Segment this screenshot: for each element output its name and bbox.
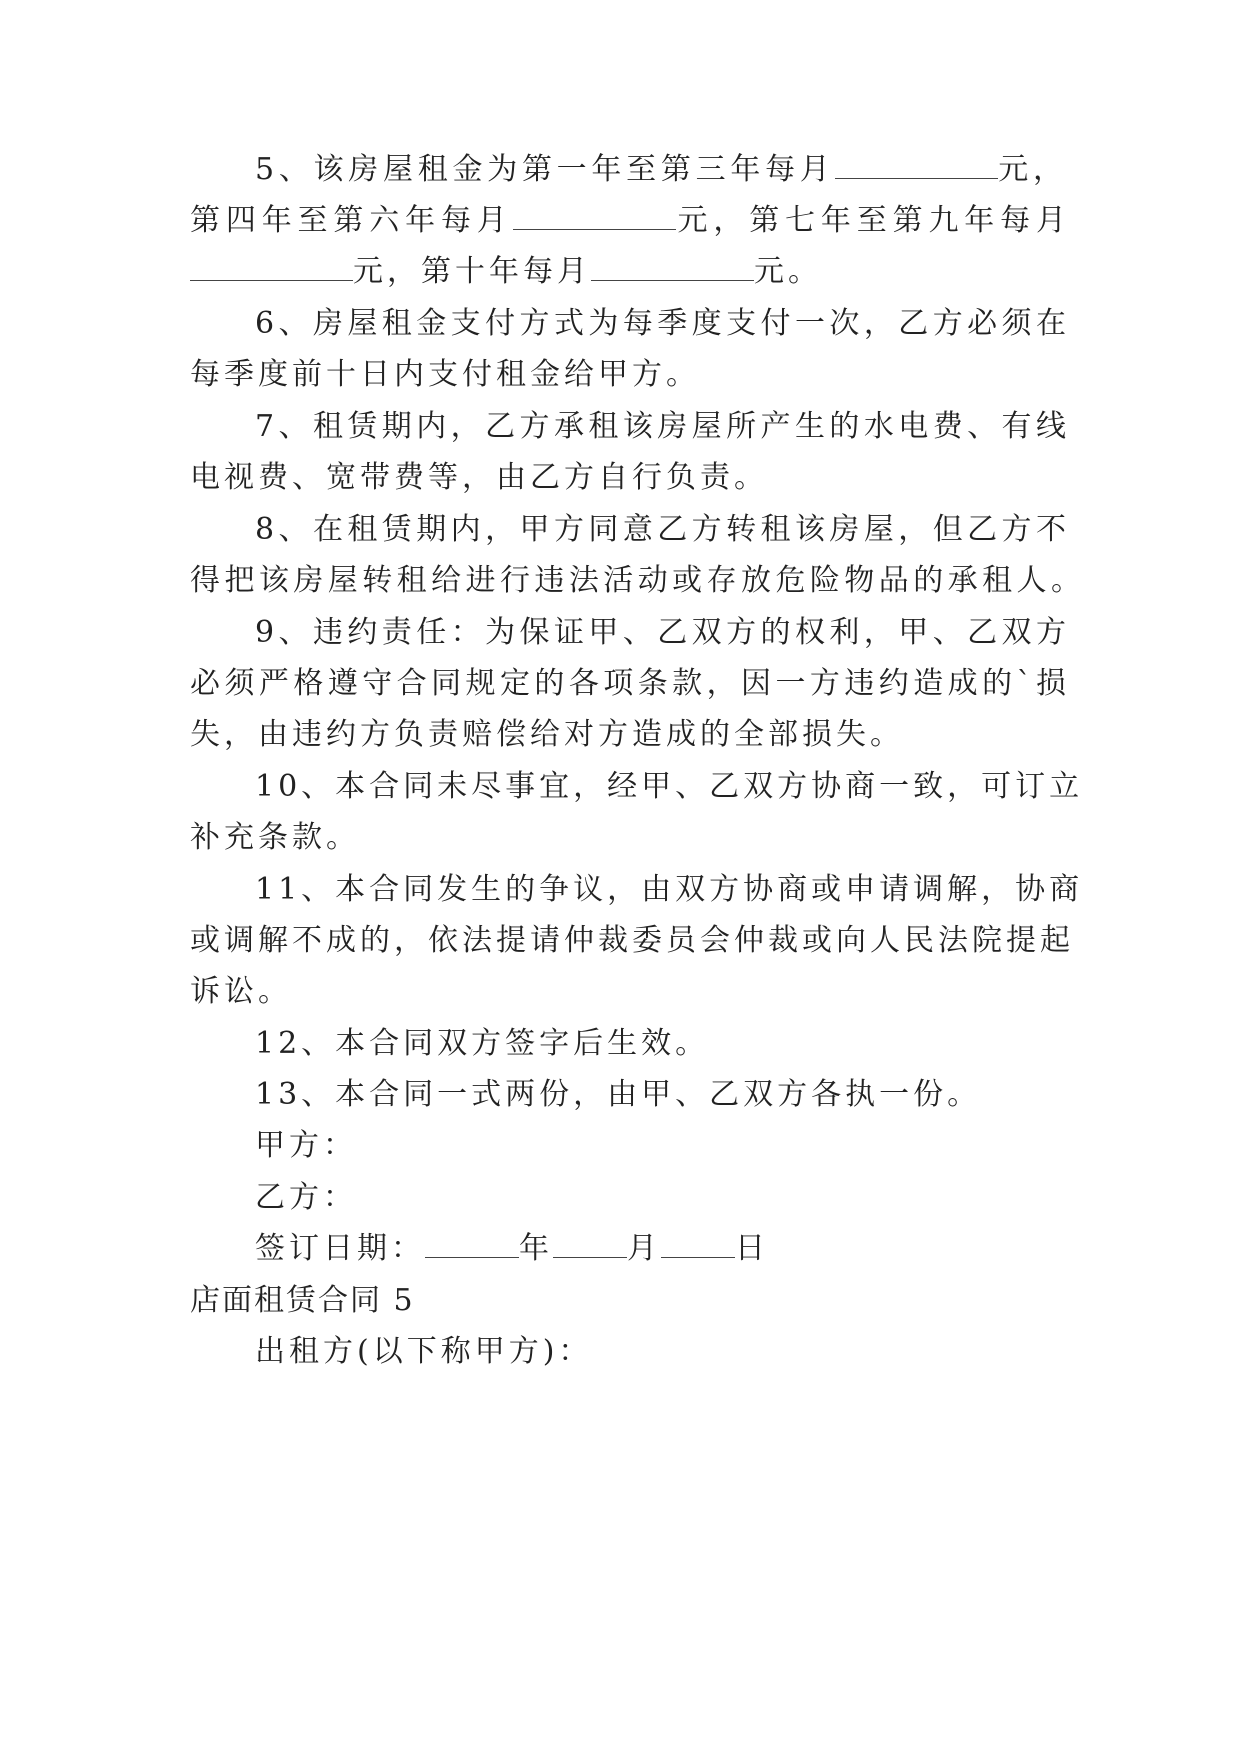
clause-9-line-2 [0, 664, 1241, 704]
clause-5-text-b: 元， [997, 152, 1067, 187]
sign-year-label: 年 [519, 1231, 553, 1266]
clause-8-text-1: 8、在租赁期内，甲方同意乙方转租该房屋，但乙方不 [255, 512, 1070, 547]
clause-5-text-d: 元，第七年至第九年每月 [675, 203, 1071, 238]
rent-blank-year-10 [591, 252, 754, 281]
party-a-label: 甲方： [255, 1128, 357, 1163]
clause-5-line-1 [0, 150, 1241, 190]
clause-11-line-2 [0, 921, 1241, 961]
sign-year-blank [425, 1229, 519, 1258]
clause-9-text-3: 失，由违约方负责赔偿给对方造成的全部损失。 [190, 717, 904, 752]
clause-7-text-2: 电视费、宽带费等，由乙方自行负责。 [190, 460, 768, 495]
clause-12-line [0, 1024, 1241, 1064]
sign-date-label: 签订日期： [255, 1231, 425, 1266]
sign-day-label: 日 [735, 1231, 769, 1266]
clause-8-line-2 [0, 561, 1241, 601]
lessor-line [0, 1332, 1241, 1372]
clause-5-line-2 [0, 201, 1241, 241]
clause-6-line-1 [0, 304, 1241, 344]
party-b-line [0, 1178, 1241, 1218]
clause-10-line-2 [0, 818, 1241, 858]
party-a-line [0, 1126, 1241, 1166]
clause-5-line-3 [0, 252, 1241, 292]
clause-13-text: 13、本合同一式两份，由甲、乙双方各执一份。 [255, 1077, 982, 1112]
clause-11-line-3 [0, 972, 1241, 1012]
clause-9-line-1 [0, 613, 1241, 653]
clause-8-text-2: 得把该房屋转租给进行违法活动或存放危险物品的承租人。 [190, 563, 1085, 598]
clause-6-text-1: 6、房屋租金支付方式为每季度支付一次，乙方必须在 [255, 306, 1070, 341]
clause-5-text-f: 元。 [754, 254, 822, 289]
rent-blank-years-4-6 [513, 201, 676, 230]
sign-month-label: 月 [627, 1231, 661, 1266]
clause-5-text-e: 元，第十年每月 [353, 254, 591, 289]
rent-blank-years-1-3 [835, 150, 998, 179]
clause-10-text-2: 补充条款。 [190, 820, 360, 855]
lessor-label: 出租方(以下称甲方)： [255, 1334, 593, 1369]
clause-11-text-1: 11、本合同发生的争议，由双方协商或申请调解，协商 [255, 872, 1084, 907]
party-b-label: 乙方： [255, 1180, 357, 1215]
clause-7-text-1: 7、租赁期内，乙方承租该房屋所产生的水电费、有线 [255, 409, 1070, 444]
clause-5-text-a: 5、该房屋租金为第一年至第三年每月 [255, 152, 835, 187]
clause-9-text-2: 必须严格遵守合同规定的各项条款，因一方违约造成的`损 [190, 666, 1070, 701]
next-contract-title-line [0, 1281, 1241, 1321]
clause-13-line [0, 1075, 1241, 1115]
clause-5-text-c: 第四年至第六年每月 [190, 203, 513, 238]
clause-7-line-2 [0, 458, 1241, 498]
sign-date-line [0, 1229, 1241, 1269]
clause-11-line-1 [0, 870, 1241, 910]
clause-10-line-1 [0, 767, 1241, 807]
clause-8-line-1 [0, 510, 1241, 550]
sign-day-blank [661, 1229, 735, 1258]
sign-month-blank [553, 1229, 627, 1258]
clause-9-line-3 [0, 715, 1241, 755]
clause-12-text: 12、本合同双方签字后生效。 [255, 1026, 710, 1061]
clause-9-text-1: 9、违约责任：为保证甲、乙双方的权利，甲、乙双方 [255, 615, 1070, 650]
rent-blank-years-7-9 [190, 252, 353, 281]
next-contract-title: 店面租赁合同 5 [190, 1283, 415, 1318]
clause-7-line-1 [0, 407, 1241, 447]
clause-10-text-1: 10、本合同未尽事宜，经甲、乙双方协商一致，可订立 [255, 769, 1084, 804]
clause-11-text-3: 诉讼。 [190, 974, 292, 1009]
clause-6-line-2 [0, 355, 1241, 395]
clause-6-text-2: 每季度前十日内支付租金给甲方。 [190, 357, 700, 392]
clause-11-text-2: 或调解不成的，依法提请仲裁委员会仲裁或向人民法院提起 [190, 923, 1074, 958]
